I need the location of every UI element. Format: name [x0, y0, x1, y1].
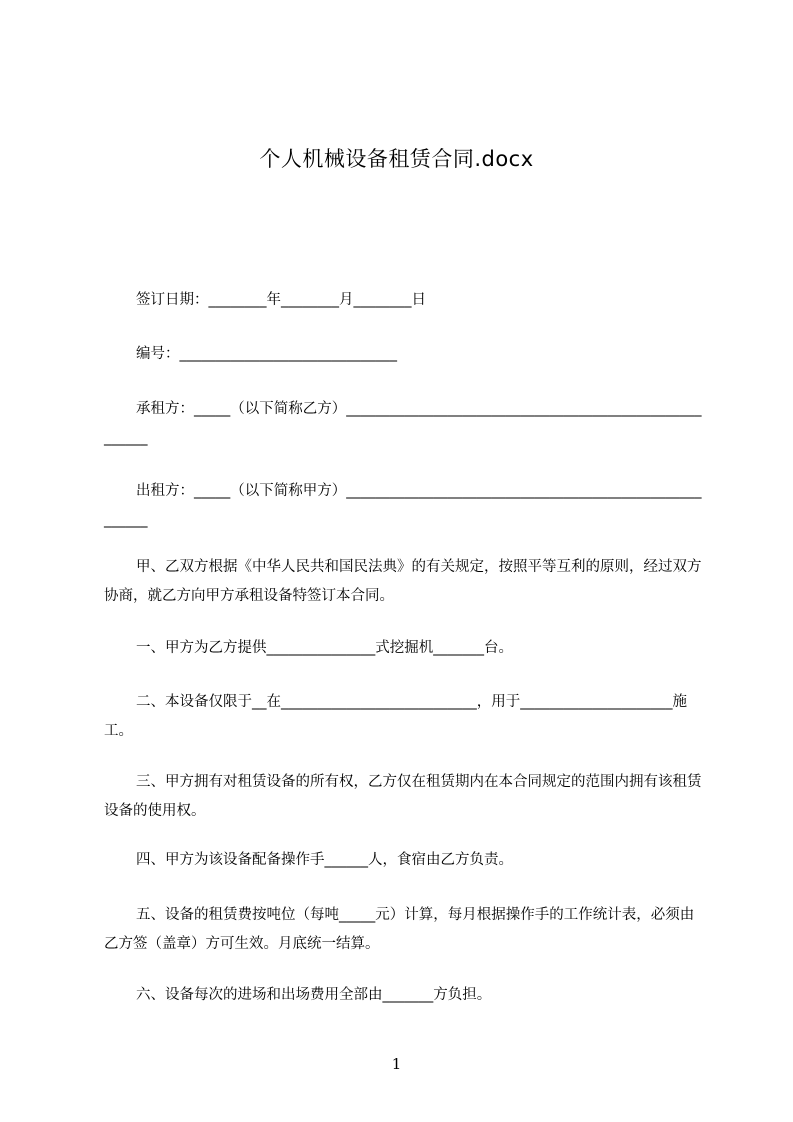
- clause-5: 五、设备的租赁费按吨位（每吨_____元）计算，每月根据操作手的工作统计表，必须由乙方签（盖章）方可生效。月底统一结算。: [104, 907, 695, 952]
- contract-number-line: 编号：______________________________: [136, 346, 397, 362]
- page-number: 1: [391, 1055, 402, 1073]
- signing-date-line: 签订日期：________年________月________日: [136, 292, 426, 308]
- clause-6: 六、设备每次的进场和出场费用全部由_______方负担。: [136, 987, 492, 1003]
- lessee-line: 承租方：_____（以下简称乙方）_______________________________________________________: [104, 401, 702, 446]
- lessor-line: 出租方：_____（以下简称甲方）_______________________________________________________: [104, 483, 702, 528]
- clause-4: 四、甲方为该设备配备操作手______人，食宿由乙方负责。: [136, 852, 513, 868]
- clause-1: 一、甲方为乙方提供_______________式挖掘机_______台。: [136, 640, 513, 656]
- clause-3: 三、甲方拥有对租赁设备的所有权，乙方仅在租赁期内在本合同规定的范围内拥有该租赁设备的使用权。: [104, 774, 702, 819]
- clause-2: 二、本设备仅限于__在___________________________，用于_____________________施工。: [104, 694, 687, 739]
- document-title: 个人机械设备租赁合同.docx: [259, 147, 534, 171]
- preamble-paragraph: 甲、乙双方根据《中华人民共和国民法典》的有关规定，按照平等互利的原则，经过双方协商，就乙方向甲方承租设备特签订本合同。: [104, 559, 702, 604]
